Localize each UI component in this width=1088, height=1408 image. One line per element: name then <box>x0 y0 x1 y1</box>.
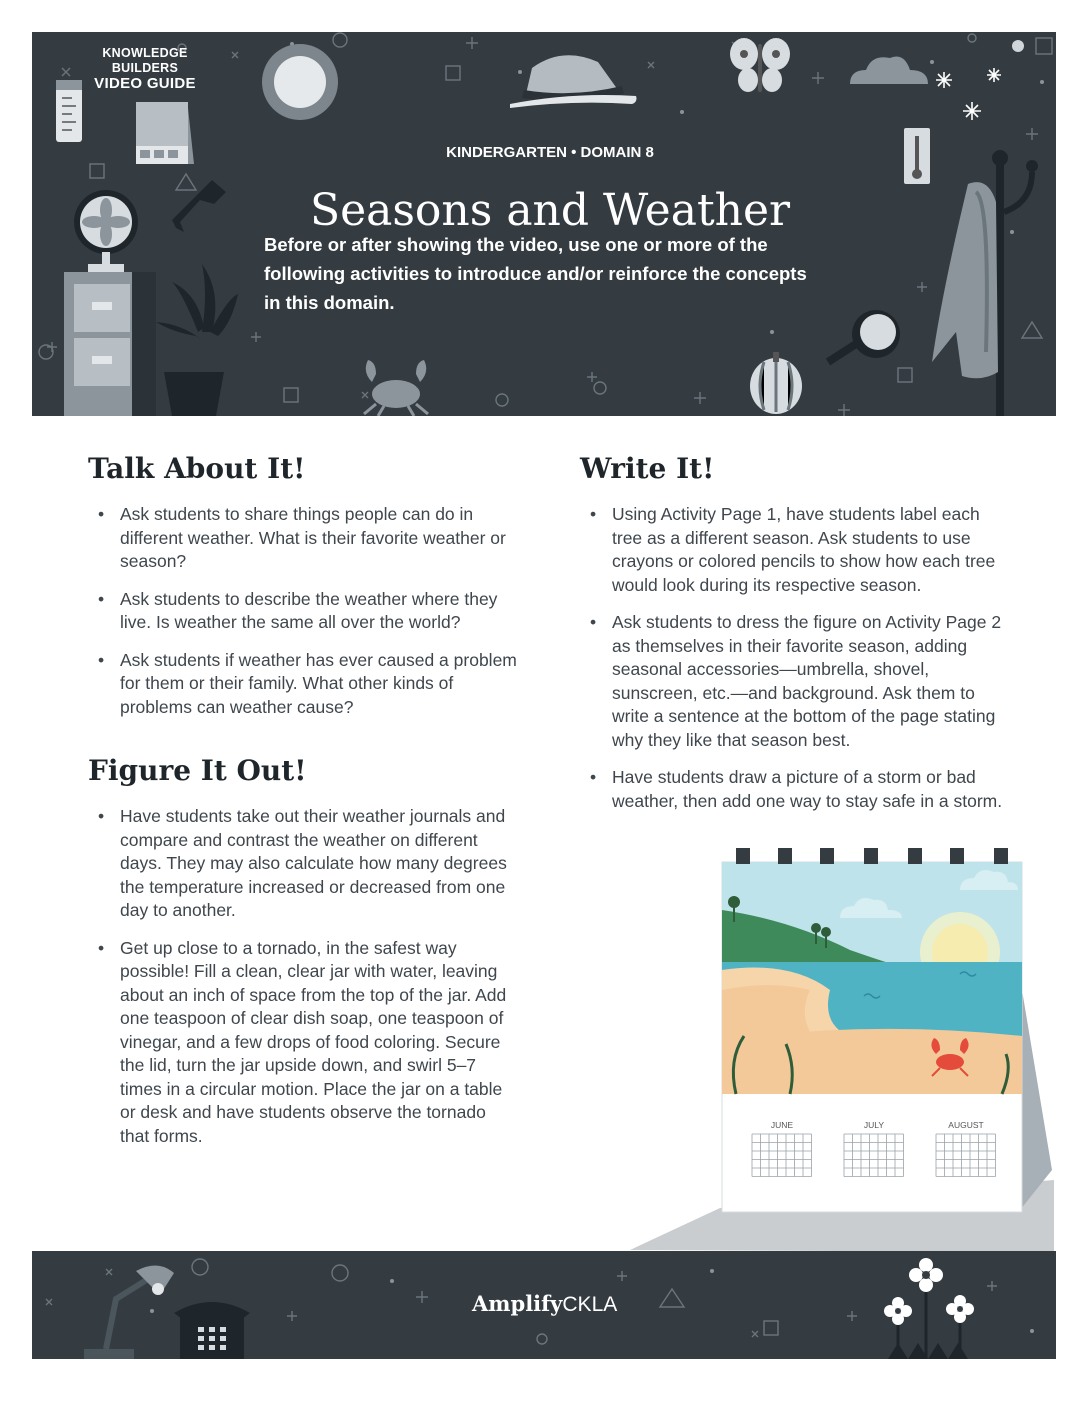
list-item: • Ask students to describe the weather where they live. Is weather the same all over the world? <box>88 588 518 635</box>
brand-ckla: CKLA <box>562 1293 618 1316</box>
hat-icon <box>510 55 637 108</box>
list-item: • Ask students to share things people can do in different weather. What is their favorite weather or season? <box>88 503 518 574</box>
write-it-section <box>580 452 1008 827</box>
flowers-icon <box>884 1258 974 1359</box>
brand-amplify: Amplify <box>472 1291 563 1316</box>
section-heading: Write It! <box>580 452 715 485</box>
calendar-month-august: AUGUST <box>948 1120 984 1130</box>
series-line1: KNOWLEDGE BUILDERS <box>102 46 188 75</box>
moon-icon <box>262 44 338 120</box>
list-item: • Ask students if weather has ever caused a problem for them or their family. What other kinds of problems can weather cause? <box>88 649 518 720</box>
desk-lamp-icon <box>84 1265 174 1359</box>
calendar-month-june: JUNE <box>770 1120 794 1130</box>
list-item: • Have students take out their weather journals and compare and contrast the weather on different days. They may also calculate how many degrees the temperature increased or decreased from one day to another. <box>88 805 518 923</box>
figure-it-out-section <box>88 754 518 1162</box>
crab-icon <box>364 360 428 416</box>
intro-text: Before or after showing the video, use one or more of the following activities to introduce and/or reinforce the concepts in this domain. <box>264 234 807 313</box>
magnifying-glass-icon <box>828 310 900 362</box>
grade-domain-label: KINDERGARTEN • DOMAIN 8 <box>446 144 654 161</box>
butterfly-icon <box>730 38 790 92</box>
series-label <box>70 46 220 91</box>
snowflake-icons <box>936 68 1001 120</box>
talk-list <box>88 503 518 719</box>
section-heading: Figure It Out! <box>88 754 307 787</box>
list-item: • Ask students to dress the figure on Activity Page 2 as themselves in their favorite season, adding seasonal accessories—umbrella, shovel, sunscreen, etc.—and background. Ask them to write a sentence at the bottom of the page stating why they like that season best. <box>580 611 1008 752</box>
pumpkin-icon <box>750 352 802 414</box>
calendar-month-july: JULY <box>863 1120 885 1130</box>
footer-banner <box>32 1251 1056 1359</box>
talk-about-it-section <box>88 452 518 733</box>
summer-calendar-illustration <box>620 840 1060 1252</box>
beach-scene-image <box>722 862 1022 1094</box>
potted-plant-icon <box>156 264 238 416</box>
section-heading: Talk About It! <box>88 452 306 485</box>
telephone-icon <box>174 1302 250 1359</box>
write-list <box>580 503 1008 813</box>
figure-list <box>88 805 518 1148</box>
list-item: • Have students draw a picture of a storm or bad weather, then add one way to stay safe in a storm. <box>580 766 1008 813</box>
header-banner <box>32 32 1056 416</box>
amplify-ckla-logo <box>472 1291 617 1317</box>
cloud-icon <box>850 57 928 85</box>
series-line2: VIDEO GUIDE <box>94 75 196 92</box>
page-title: Seasons and Weather <box>309 185 791 237</box>
list-item: • Using Activity Page 1, have students label each tree as a different season. Ask students to use crayons or colored pencils to show how each tree would look during its respective season. <box>580 503 1008 597</box>
filing-cabinet-icon <box>64 272 156 416</box>
list-item: • Get up close to a tornado, in the safest way possible! Fill a clean, clear jar with water, leaving about an inch of space from the top of the jar. Add one teaspoon of clear dish soap, one teaspoon of vinegar, and a few drops of food coloring. Secure the lid, turn the jar upside down, and swirl 5–7 times in a circular motion. Place the jar on a table or desk and have students observe the tornado that forms. <box>88 937 518 1149</box>
